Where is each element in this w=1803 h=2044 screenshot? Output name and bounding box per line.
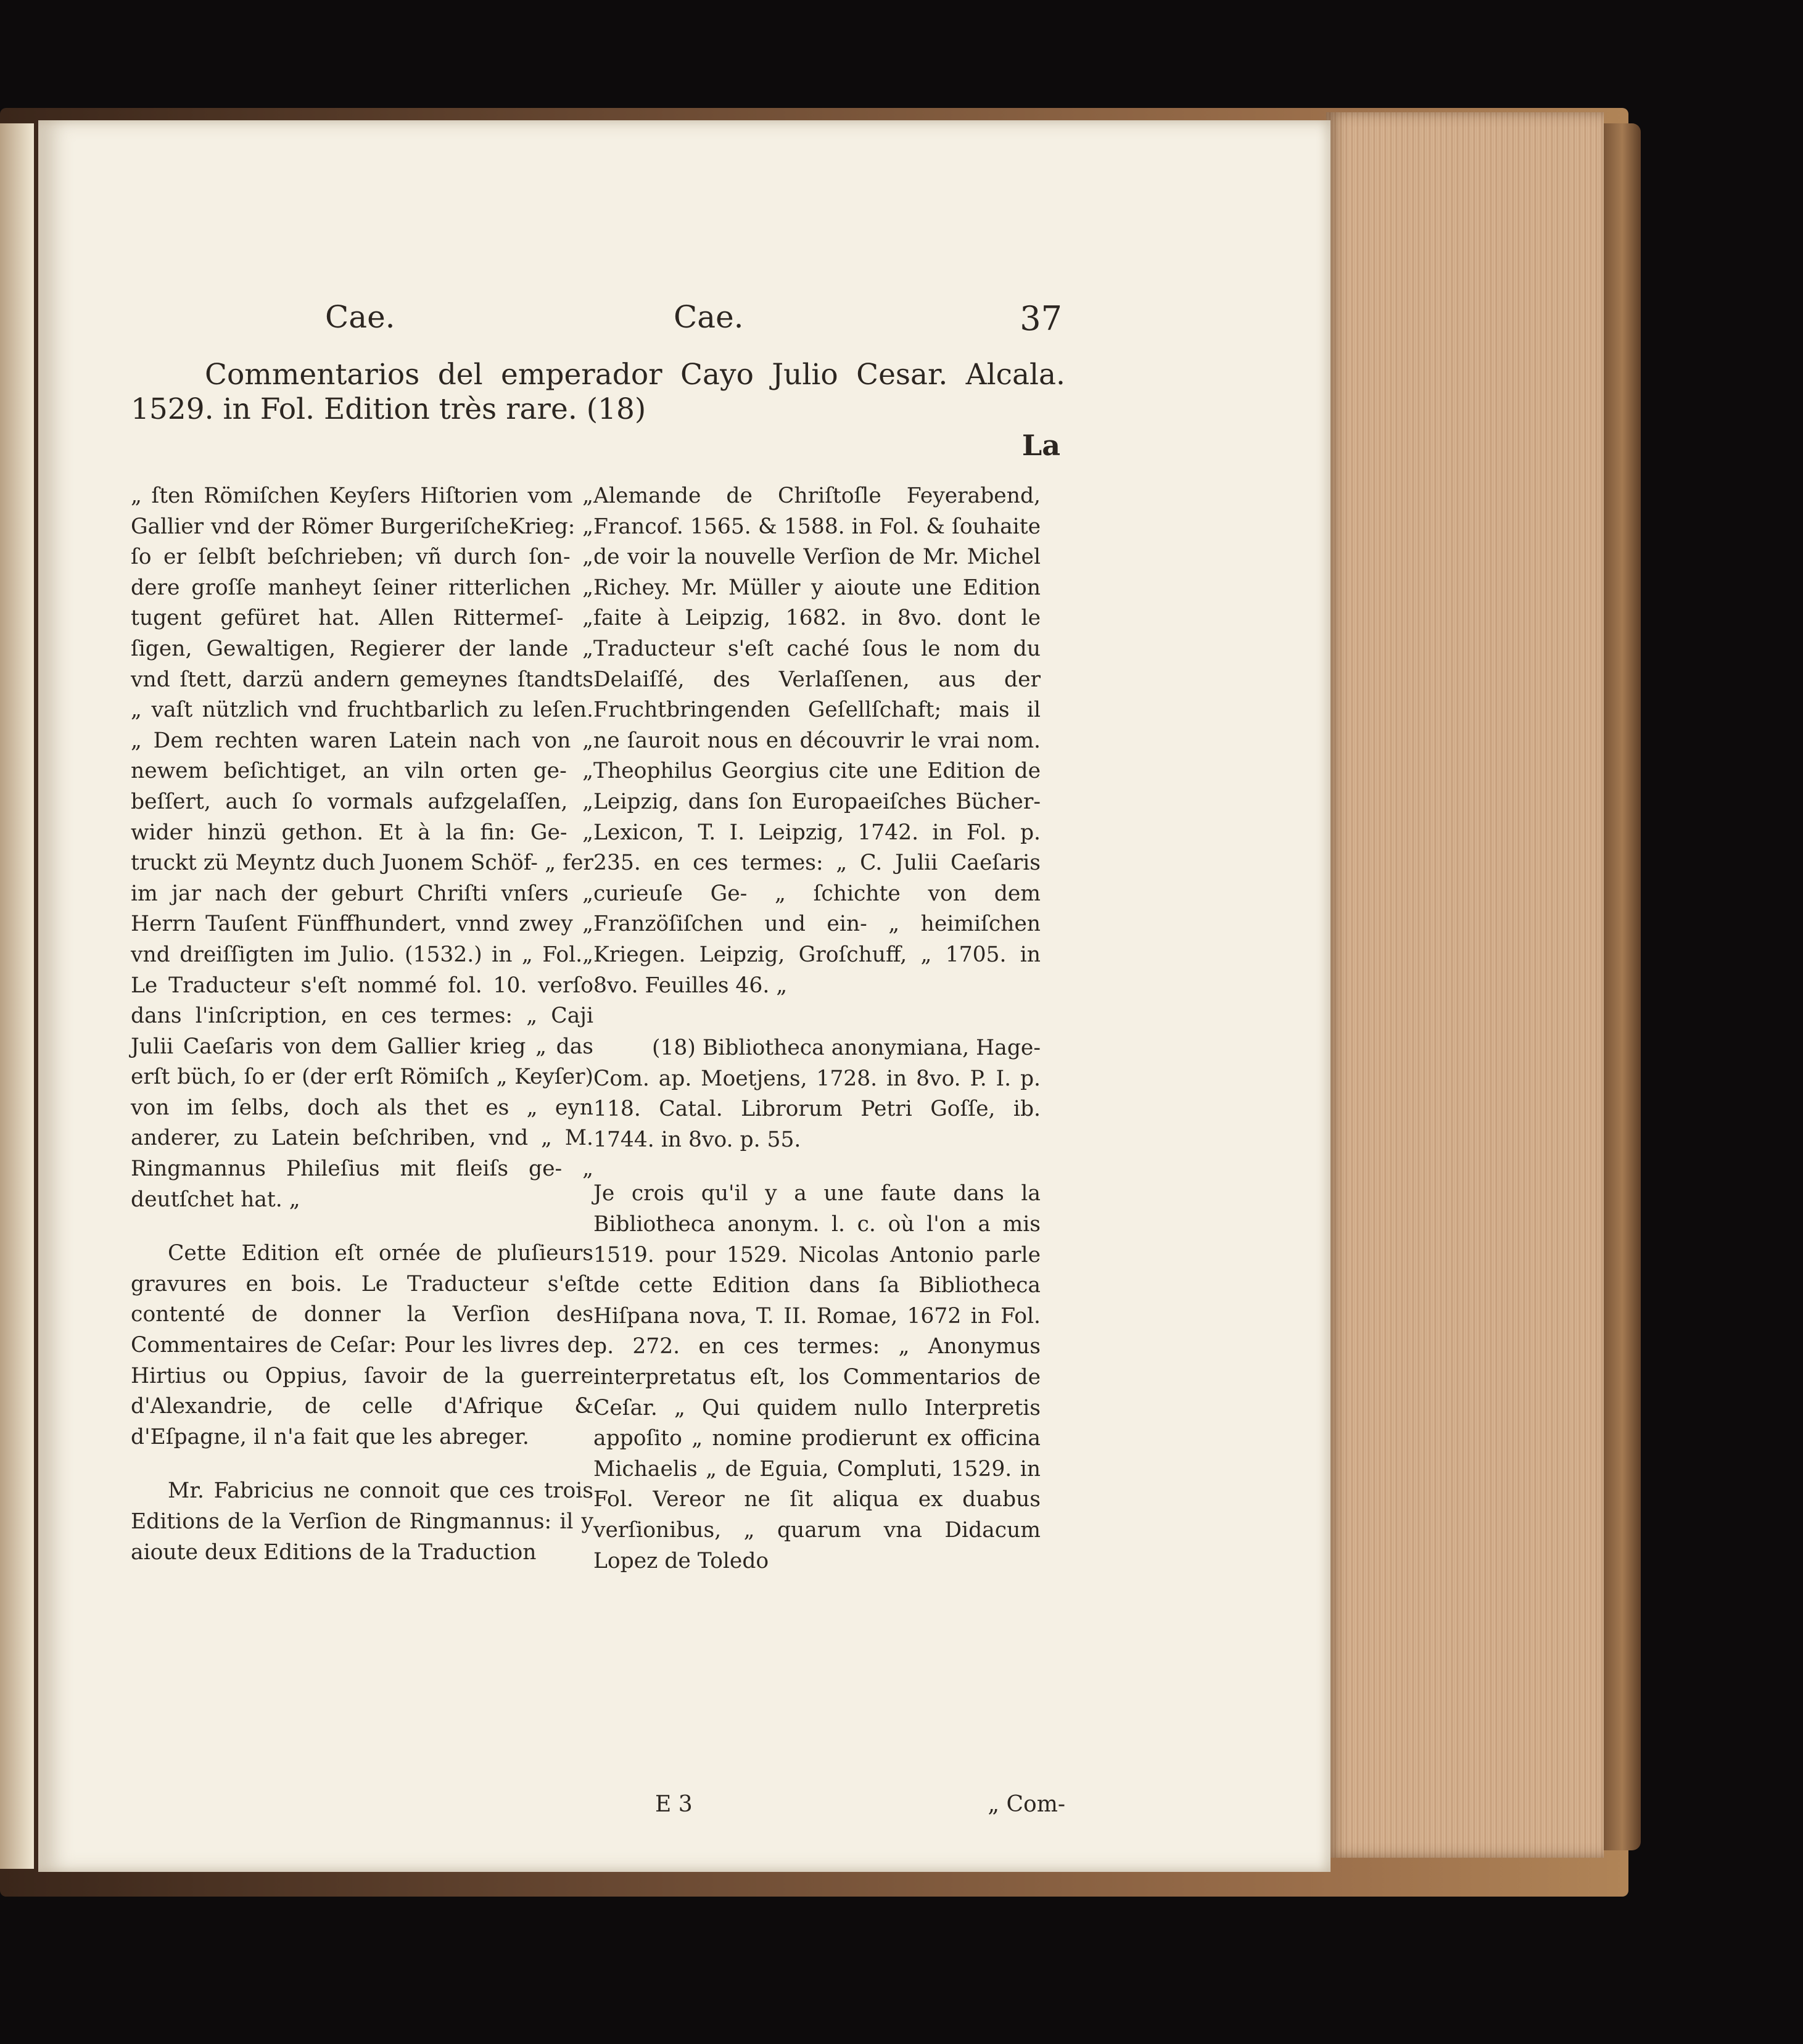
- right-column: [593, 481, 1041, 1576]
- catchword-bottom: „ Com-: [988, 1792, 1065, 1817]
- page-edges: [1326, 112, 1604, 1858]
- left-paragraph-edition: Cette Edition eſt ornée de pluſieurs gravures en bois. Le Traducteur s'eſt contenté de donner la Verſion des Commentaires de Ceſar: Pour les livres de Hirtius ou Oppius, ſavoir de la guerre d'Alexandrie, de celle d'Afrique & d'Eſpagne, il n'a fait que les abreger.: [131, 1241, 593, 1449]
- right-paragraph-continuation: Alemande de Chriſtoſle Feyerabend, Francof. 1565. & 1588. in Fol. & ſouhaite de voir la nouvelle Verſion de Mr. Michel Richey. Mr. Müller y aioute une Edition faite à Leipzig, 1682. in 8vo. dont le Traducteur s'eſt caché ſous le nom du Delaiſſé, des Verlaſſenen, aus der Fruchtbringenden Geſellſchaft; mais il ne ſauroit nous en découvrir le vrai nom. Theophilus Georgius cite une Edition de Leipzig, dans ſon Europaeiſches Bücher-Lexicon, T. I. Leipzig, 1742. in Fol. p. 235. en ces termes: „ C. Julii Caeſaris curieuſe Ge- „ ſchichte von dem Franzöſiſchen und ein- „ heimiſchen Kriegen. Leipzig, Groſchuff, „ 1705. in 8vo. Feuilles 46. „: [593, 484, 1041, 998]
- facing-page-edge: [0, 123, 34, 1869]
- book-page: [38, 120, 1331, 1872]
- page-number: 37: [1020, 299, 1062, 338]
- running-head: [106, 299, 1065, 348]
- text-block: [106, 299, 1065, 1817]
- entry-heading: [131, 358, 1065, 427]
- entry-heading-line-2: 1529. in Fol. Edition très rare. (18): [131, 392, 646, 426]
- left-paragraph-quote: „ ſten Römiſchen Keyſers Hiſtorien vom „ Gallier vnd der Römer BurgeriſcheKrieg: „ ſo er ſelbſt beſchrieben; vñ durch ſon- „ dere groſſe manheyt ſeiner ritterlichen „ tugent gefüret hat. Allen Rittermeſ- „ ſigen, Gewaltigen, Regierer der lande „ vnd ſtett, darzü andern gemeynes ſtandts „ vaſt nützlich vnd fruchtbarlich zu leſen. „ Dem rechten waren Latein nach von „ newem beſichtiget, an viln orten ge- „ beſſert, auch ſo vormals aufzgelaſſen, „ wider hinzü gethon. Et à la fin: Ge- „ truckt zü Meyntz duch Juonem Schöf- „ fer im jar nach der geburt Chriſti vnſers „ Herrn Tauſent Fünffhundert, vnnd zwey „ vnd dreiſſigten im Julio. (1532.) in „ Fol.„ Le Traducteur s'eſt nommé fol. 10. verſo dans l'inſcription, en ces termes: „ Caji Julii Caeſaris von dem Gallier krieg „ das erſt büch, ſo er (der erſt Römiſch „ Keyſer) von im ſelbs, doch als thet es „ eyn anderer, zu Latein beſchriben, vnd „ M. Ringmannus Phileſius mit fleiſs ge- „ deutſchet hat. „: [131, 484, 593, 1212]
- signature-mark: E 3: [655, 1792, 693, 1817]
- footnote-18: (18) Bibliotheca anonymiana, Hage-Com. ap. Moetjens, 1728. in 8vo. P. I. p. 118. Catal. Librorum Petri Goſſe, ib. 1744. in 8vo. p. 55.: [593, 1036, 1041, 1152]
- right-paragraph-antonio: Je crois qu'il y a une faute dans la Bibliotheca anonym. l. c. où l'on a mis 1519. pour 1529. Nicolas Antonio parle de cette Edition dans ſa Bibliotheca Hiſpana nova, T. II. Romae, 1672 in Fol. p. 272. en ces termes: „ Anonymus interpretatus eſt, los Commentarios de Ceſar. „ Qui quidem nullo Interpretis appoſito „ nomine prodierunt ex officina Michaelis „ de Eguia, Compluti, 1529. in Fol. Vereor ne ſit aliqua ex duabus verſionibus, „ quarum vna Didacum Lopez de Toledo: [593, 1181, 1041, 1573]
- left-paragraph-fabricius: Mr. Fabricius ne connoit que ces trois Editions de la Verſion de Ringmannus: il y aioute deux Editions de la Traduction: [131, 1478, 593, 1565]
- book-binding: [1604, 123, 1641, 1850]
- catchword-top: La: [1021, 429, 1060, 462]
- running-head-center: Cae.: [674, 299, 744, 335]
- left-column: [131, 481, 593, 1568]
- running-head-left: Cae.: [325, 299, 395, 335]
- entry-heading-line-1: Commentarios del emperador Cayo Julio Cesar. Alcala.: [205, 358, 1065, 392]
